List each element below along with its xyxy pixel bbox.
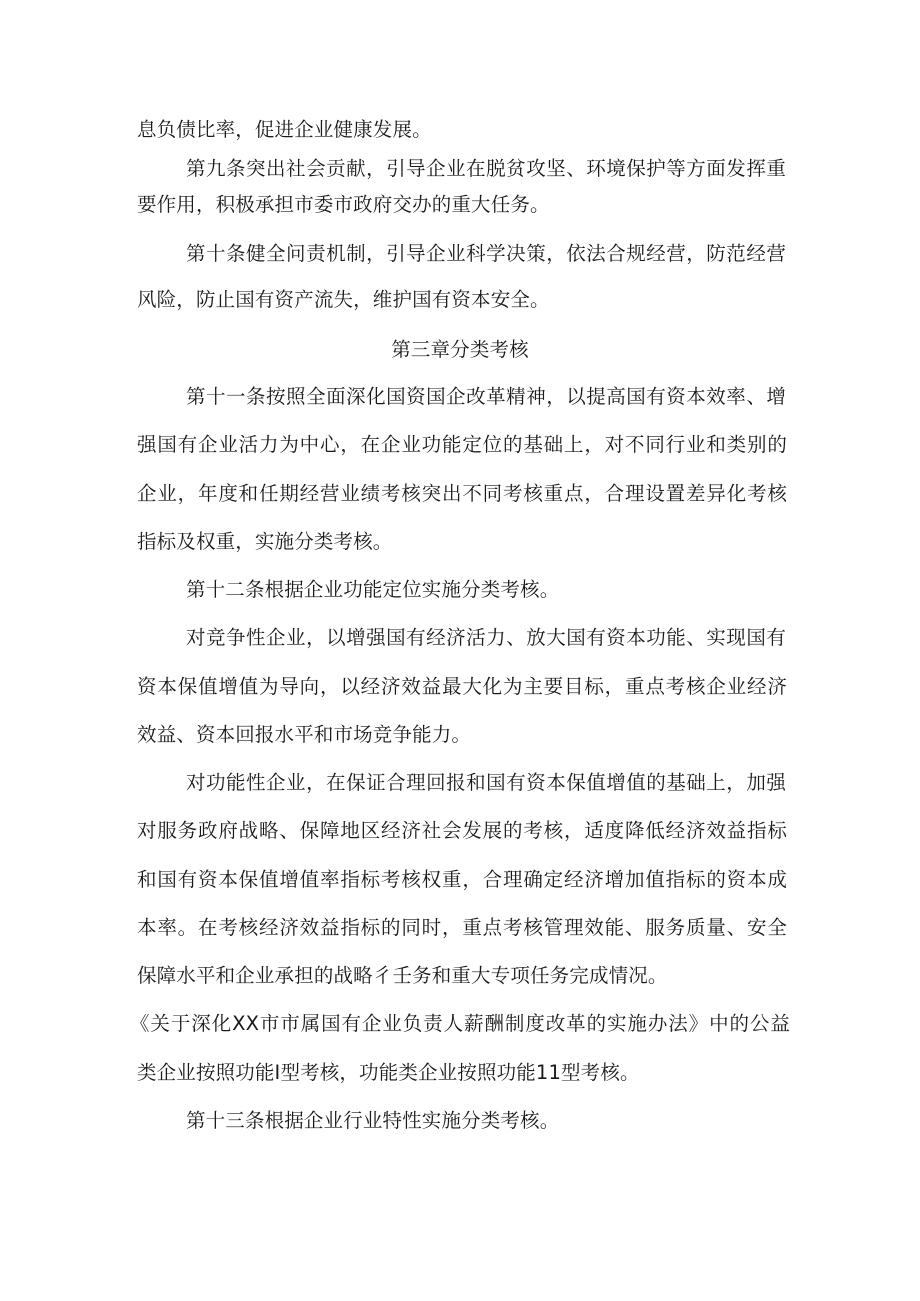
reference-line-2: 类企业按照功能Ⅰ型考核，功能类企业按照功能11型考核。 [137,1061,640,1084]
functional-line-4: 本率。在考核经济效益指标的同时，重点考核管理效能、服务质量、安全 [137,916,787,939]
article-11-line-1: 第十一条按照全面深化国资国企改革精神，以提高国有资本效率、增 [186,385,786,408]
article-11-line-2: 强国有企业活力为中心，在企业功能定位的基础上，对不同行业和类别的 [137,433,787,456]
competitive-line-3: 效益、资本回报水平和市场竞争能力。 [137,723,472,746]
article-11-line-3: 企业，年度和任期经营业绩考核突出不同考核重点，合理设置差异化考核 [137,482,787,505]
article-13-line-1: 第十三条根据企业行业特性实施分类考核。 [186,1109,560,1132]
article-9-line-1: 第九条突出社会贡献，引导企业在脱贫攻坚、环境保护等方面发挥重 [186,157,786,180]
functional-line-5: 保障水平和企业承担的战略彳壬务和重大专项任务完成情况。 [137,964,668,987]
functional-line-2: 对服务政府战略、保障地区经济社会发展的考核，适度降低经济效益指标 [137,819,787,842]
competitive-line-2: 资本保值增值为导向，以经济效益最大化为主要目标，重点考核企业经济 [137,675,787,698]
article-10-line-2: 风险，防止国有资产流失，维护国有资本安全。 [137,288,550,311]
article-9-line-2: 要作用，积极承担市委市政府交办的重大任务。 [137,193,550,216]
functional-line-3: 和国有资本保值增值率指标考核权重，合理确定经济增加值指标的资本成 [137,868,787,891]
reference-line-1: 《关于深化XX市市属国有企业负责人薪酬制度改革的实施办法》中的公益 [130,1012,790,1035]
functional-line-1: 对功能性企业，在保证合理回报和国有资本保值增值的基础上，加强 [186,771,786,794]
chapter-heading: 第三章分类考核 [391,338,529,361]
competitive-line-1: 对竞争性企业，以增强国有经济活力、放大国有资本功能、实现国有 [186,626,786,649]
article-12-line-1: 第十二条根据企业功能定位实施分类考核。 [186,578,560,601]
body-text-line: 息负债比率，促进企业健康发展。 [137,118,432,141]
article-11-line-4: 指标及权重，实施分类考核。 [137,530,393,553]
article-10-line-1: 第十条健全问责机制，引导企业科学决策，依法合规经营，防范经营 [186,242,786,265]
